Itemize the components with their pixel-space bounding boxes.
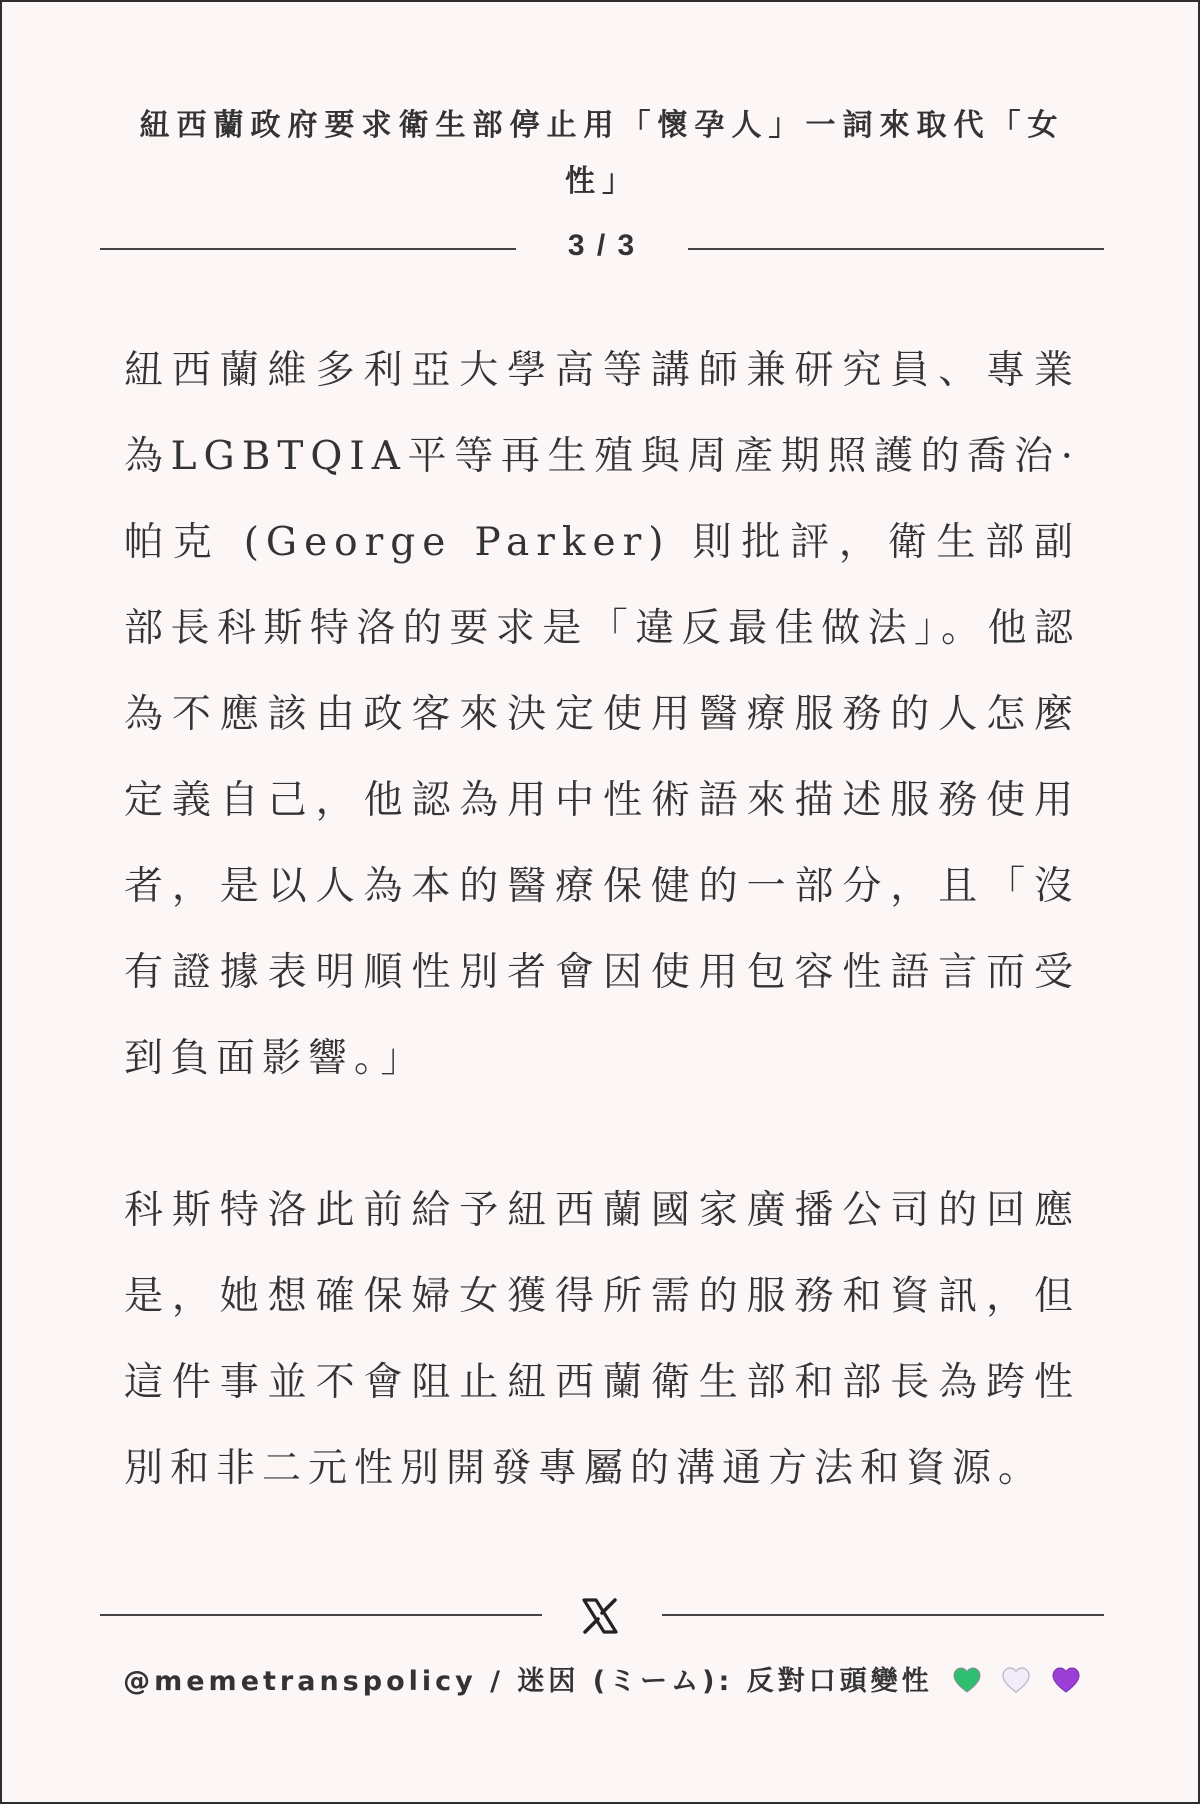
article-paragraph-1: 紐西蘭維多利亞大學高等講師兼研究員、專業為LGBTQIA平等再生殖與周產期照護的喬治·帕克 (George Parker) 則批評，衛生部副部長科斯特洛的要求是「違反最佳做法」。他認為不應該由政客來決定使用醫療服務的人怎麼定義自己，他認為用中性術語來描述服務使用者，是以人為本的醫療保健的一部分，且「沒有證據表明順性別者會因使用包容性語言而受到負面影響。」 (124, 348, 1080, 1081)
article-paragraph-2: 科斯特洛此前給予紐西蘭國家廣播公司的回應是，她想確保婦女獲得所需的服務和資訊，但這件事並不會阻止紐西蘭衛生部和部長為跨性別和非二元性別開發專屬的溝通方法和資源。 (124, 1188, 1080, 1491)
account-handle: @memetranspolicy / 迷因 (ミーム): 反對口頭變性 (123, 1666, 933, 1697)
purple-heart-icon (1051, 1666, 1081, 1694)
footer-divider-right (662, 1614, 1104, 1616)
green-heart-icon (952, 1666, 982, 1694)
white-heart-icon (1001, 1666, 1031, 1694)
footer-credit (62, 1656, 1142, 1708)
footer-divider-left (100, 1614, 542, 1616)
header-divider-right (688, 248, 1104, 250)
page-title: 紐西蘭政府要求衛生部停止用「懷孕人」一詞來取代「女性」 (139, 108, 1065, 199)
header-divider-left (100, 248, 516, 250)
page-indicator: 3 / 3 (567, 229, 637, 262)
x-logo-icon (580, 1596, 620, 1636)
